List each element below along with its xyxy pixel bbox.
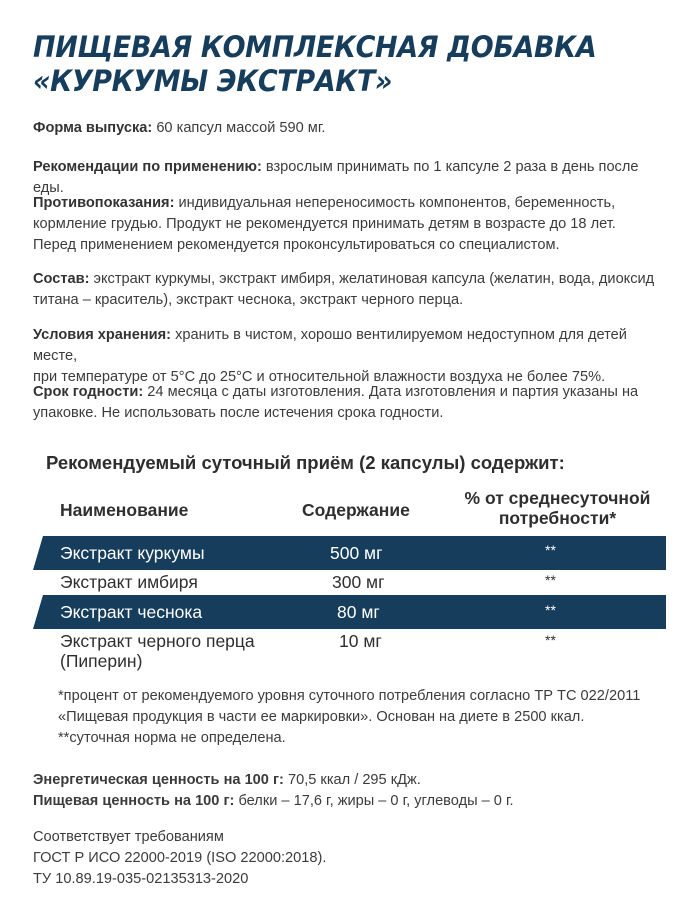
- energy-value: 70,5 ккал / 295 кДж.: [283, 772, 421, 788]
- row-3-amount: 80 мг: [337, 602, 380, 622]
- storage-text-1: хранить в чистом, хорошо вентилируемом недоступном для детей месте,: [33, 327, 627, 364]
- footnote-line-2: «Пищевая продукция в части ее маркировки». Основан на диете в 2500 ккал.: [58, 709, 585, 725]
- contra-text-3: Перед применением рекомендуется проконсультироваться со специалистом.: [33, 237, 560, 253]
- section-contraindications: [33, 193, 673, 256]
- energy-label: Энергетическая ценность на 100 г:: [33, 772, 284, 788]
- header-percent-line-1: % от среднесуточной: [464, 488, 651, 508]
- shelf-label: Срок годности:: [33, 384, 144, 400]
- header-content: Содержание: [302, 500, 410, 520]
- footnote-line-3: **суточная норма не определена.: [58, 730, 286, 746]
- row-2-name: Экстракт имбиря: [60, 572, 198, 592]
- compliance-line-1: Соответствует требованиям: [33, 829, 224, 845]
- row-4-percent: **: [545, 632, 556, 648]
- table-title: Рекомендуемый суточный приём (2 капсулы) содержит:: [46, 452, 565, 473]
- footnotes: [58, 686, 658, 749]
- contra-label: Противопоказания:: [33, 195, 175, 211]
- compliance-line-2: ГОСТ Р ИСО 22000-2019 (ISO 22000:2018).: [33, 850, 327, 866]
- row-1-name: Экстракт куркумы: [60, 543, 205, 563]
- footnote-line-1: *процент от рекомендуемого уровня суточного потребления согласно ТР ТС 022/2011: [58, 688, 641, 704]
- section-form: [33, 118, 673, 139]
- row-3-percent: **: [545, 602, 556, 618]
- contra-text-1: индивидуальная непереносимость компонентов, беременность,: [174, 195, 616, 211]
- usage-text: взрослым принимать по 1 капсуле 2 раза в день после еды.: [33, 159, 639, 196]
- header-percent: [455, 488, 660, 528]
- section-composition: [33, 269, 673, 311]
- nutrition-value: белки – 17,6 г, жиры – 0 г, углеводы – 0 г.: [234, 793, 514, 809]
- form-text: 60 капсул массой 590 мг.: [152, 120, 326, 136]
- nutrition-label: Пищевая ценность на 100 г:: [33, 793, 235, 809]
- header-name: Наименование: [60, 500, 189, 520]
- form-label: Форма выпуска:: [33, 120, 153, 136]
- page-title: [33, 30, 628, 98]
- nutrition-info: [33, 770, 673, 812]
- title-line-2: «КУРКУМЫ ЭКСТРАКТ»: [33, 64, 393, 98]
- section-shelf-life: [33, 382, 673, 424]
- composition-text-1: экстракт куркумы, экстракт имбиря, желатиновая капсула (желатин, вода, диоксид: [89, 271, 655, 287]
- compliance-info: [33, 827, 673, 890]
- row-3-name: Экстракт чеснока: [60, 602, 203, 622]
- shelf-text-1: 24 месяца с даты изготовления. Дата изготовления и партия указаны на: [143, 384, 639, 400]
- row-1-amount: 500 мг: [330, 543, 383, 563]
- composition-label: Состав:: [33, 271, 90, 287]
- storage-text-2: при температуре от 5°С до 25°С и относительной влажности воздуха не более 75%.: [33, 369, 606, 385]
- row-4-name: [60, 631, 255, 671]
- usage-label: Рекомендации по применению:: [33, 159, 262, 175]
- storage-label: Условия хранения:: [33, 327, 172, 343]
- row-2-percent: **: [545, 572, 556, 588]
- title-line-1: ПИЩЕВАЯ КОМПЛЕКСНАЯ ДОБАВКА: [33, 30, 597, 64]
- section-storage: [33, 325, 673, 388]
- row-4-name-line-2: (Пиперин): [60, 651, 143, 671]
- compliance-line-3: ТУ 10.89.19-035-02135313-2020: [33, 871, 249, 887]
- row-4-amount: 10 мг: [339, 631, 382, 651]
- shelf-text-2: упаковке. Не использовать после истечения срока годности.: [33, 405, 444, 421]
- row-2-amount: 300 мг: [332, 572, 385, 592]
- row-1-percent: **: [545, 542, 556, 558]
- header-percent-line-2: потребности*: [498, 508, 617, 528]
- composition-text-2: титана – краситель), экстракт чеснока, экстракт черного перца.: [33, 292, 464, 308]
- row-4-name-line-1: Экстракт черного перца: [60, 631, 255, 651]
- contra-text-2: кормление грудью. Продукт не рекомендуется принимать детям в возрасте до 18 лет.: [33, 216, 616, 232]
